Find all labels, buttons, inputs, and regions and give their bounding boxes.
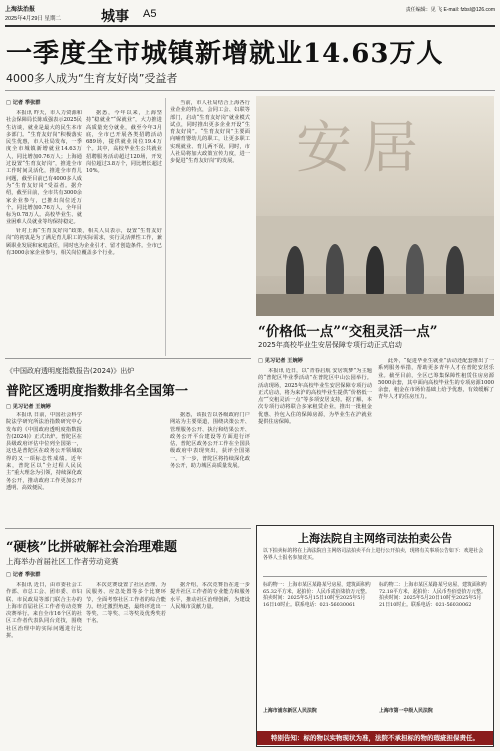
story2-col-1-text: 本报讯 日前，中国社会科学院法学研究所法治指数研究中心发布的《中国政府透明度指数报告(2024)》正式出炉。普陀区在县级政府评估中位列全国第一，这也是普陀区在政务公开领域取得的又一项标志性成绩。近年来，普陀区以“全过程人民民主”重大理念为引领，持续深化政务公开，推动政府工作更加公开透明、高效便民。 <box>6 412 82 491</box>
story3-col-2-text: 此外，“促进毕业生就业”活动还配套推出了一系列服务举措，帮助更多青年人才在普陀安居乐业。截至目前，全区已筹集保障性租赁住房房源5000余套，其中面向高校毕业生的专项房源1000余套，租金在市场价基础上给予优惠，有效缓解了青年人才的住房压力。 <box>378 358 494 401</box>
story4-col-1 <box>6 582 82 747</box>
lead-col-1-text: 本报讯 昨天，市人力资源和社会保障局长陈成强表示2025民生访谈，就业是最大的民生本市多部门。“生育友好岗”积极落实民生优惠，市人社局发布，一季度全市城镇新增就业14.63万人，同比增加0.76万人；上海通过设置“生育友好岗”，推进全市工作时间灵活化，推进全市育儿问题，截至目前已有4000多人成为“生育友好岗”受益者。据介绍，截至目前，全市共有3000余家企业参与，已推出岗位近万个。同比增加0.76万人，全年目标为0.78万人。高校毕业生、就业困难人员就业等均保持稳定。 <box>6 110 82 226</box>
paper-name: 上海法治报 <box>5 7 36 13</box>
story4-col-2 <box>86 582 166 747</box>
auction-title: 上海法院自主网络司法拍卖公告 <box>298 532 452 545</box>
event-photo <box>256 96 494 316</box>
lead-col-2-text: 据悉，今年以来，上海坚持“稳就业”“保就业”，大力推进高质量充分就业，截至今年3月底，全市已开展各类招聘活动689场，提供就业岗位19.4万个。其中，高校毕业生公共就业招聘服务活动超过120场，开发岗位超过3.8万个，同比增长超过10%。 <box>86 110 162 175</box>
story4-subhead: 上海举办首届社区工作者劳动竞赛 <box>6 557 119 566</box>
lead-col-4 <box>170 100 250 355</box>
masthead-rule <box>5 25 495 27</box>
story3-col-1-text: 本报讯 近日，以“青春启航 安居筑梦”为主题的“普陀区毕业季活动”在普陀区中山公园举行。活动现场，2025年高校毕业生安居保障专项行动正式启动，将为来沪的高校毕业生提供“价格低一点”“交租灵活一点”等多项安居支持。据了解，本次专项行动将联合多家租赁企业，推出一批租金优惠、拎包入住的保障房源，为毕业生在沪就业提供住房保障。 <box>258 368 372 426</box>
story4-col-2-text: 本次竞赛设置了社区治理、为民服务、应急处置等多个比赛环节，全面考察社区工作者的综合能力。经过激烈角逐，最终评选出一等奖、二等奖、三等奖及优秀奖若干名。 <box>86 582 166 625</box>
story4-byline: □ 记者 季张群 <box>6 572 41 578</box>
person-figure <box>286 246 304 296</box>
section-name: 城事 <box>101 8 129 24</box>
auction-court-1: 上海市浦东新区人民法院 <box>263 708 317 714</box>
story2-kicker: 《中国政府透明度指数报告(2024)》出炉 <box>6 367 135 375</box>
person-figure <box>446 246 464 296</box>
auction-notice <box>256 525 494 747</box>
story2-byline: □ 见习记者 王婉婷 <box>6 404 51 410</box>
lead-divider <box>165 98 166 356</box>
photo-caption-title: “价格低一点”“交租灵活一点” <box>258 324 438 340</box>
lead-headline: 一季度全市城镇新增就业14.63万人 <box>6 39 444 69</box>
calligraphy-text: 安居 <box>296 116 428 181</box>
lead-rule <box>5 90 495 91</box>
story2-col-1 <box>6 412 82 522</box>
lead-byline: □ 记者 季张群 <box>6 100 41 106</box>
story3-byline: □ 见习记者 王婉婷 <box>258 358 303 364</box>
photo-caption-sub: 2025年高校毕业生安居保障专项行动正式启动 <box>258 341 402 349</box>
auction-lot-2: 标的物二：上海市某区某路某号房屋，建筑面积约72.18平方米，起拍价：人民币叁佰壹拾万元整。拍卖时间：2025年5月20日10时至2025年5月21日10时止。联系电话：021-56030062 <box>379 582 487 609</box>
story2-headline: 普陀区透明度指数排名全国第一 <box>6 384 189 399</box>
auction-intro: 以下拍卖标的将在上海法院自主网络司法拍卖平台上进行公开拍卖，现将有关事项公告如下：欢迎社会各界人士报名参加竞买。 <box>263 548 484 561</box>
person-figure <box>406 244 424 296</box>
story4-col-1-text: 本报讯 近日，由市委社会工作部、市总工会、团市委、市妇联、市民政局等部门联合主办的上海市首届社区工作者劳动竞赛决赛举行。来自全市16个区的社区工作者代表队同台竞技，围绕社区治理中的实际问题进行比拼。 <box>6 582 82 640</box>
story4-col-3-text: 据介绍，本次竞赛旨在进一步提升社区工作者的专业能力和服务水平，推动社区治理创新，为建设人民城市贡献力量。 <box>170 582 250 610</box>
person-figure <box>366 246 384 296</box>
auction-divider <box>263 576 487 577</box>
lead-col-3 <box>6 228 162 352</box>
auction-lot-1: 标的物一：上海市某区某路某号房屋，建筑面积约65.32平方米，起拍价：人民币贰佰柒拾万元整。拍卖时间：2025年5月15日10时至2025年5月16日10时止。联系电话：021-56030061 <box>263 582 371 609</box>
story3-col-1 <box>258 368 372 518</box>
auction-court-2: 上海市第一中级人民法院 <box>379 708 433 714</box>
issue-date: 2025年4月29日 星期二 <box>5 16 61 22</box>
story2-col-2-text: 据悉，该报告以各级政府门户网站为主要渠道，围绕决策公开、管理服务公开、执行和结果公开、政务公开平台建设等方面进行评估，普陀区政务公开工作在全国县级政府中表现突出，获评全国第一。下一步，普陀区将持续深化政务公开，助力城区高质量发展。 <box>170 412 250 470</box>
editor-line: 责任编辑：见 飞 E-mail: fzbsl@126.com <box>405 7 495 13</box>
lead-col-4-text: 当前，市人社局结合上海各行业企业的特点，会同工会、妇联等部门，启动“生育友好岗”就业模式试点，同时推出更多企业开设“生育友好岗”。“生育友好岗”主要面向哺育婴幼儿的职工，让更多职工实现就业、育儿两不误。同时，市人社局将加大政策宣传力度，进一步促进“生育友好岗”的发展。 <box>170 100 250 165</box>
story3-col-2 <box>378 358 494 518</box>
story2-col-2 <box>170 412 250 522</box>
lead-subhead: 4000多人成为“生育友好岗”受益者 <box>6 72 178 85</box>
story2-rule <box>5 358 251 359</box>
story4-rule <box>5 528 251 529</box>
page-number: A5 <box>143 8 157 20</box>
person-figure <box>326 244 344 296</box>
stage-floor <box>256 294 494 316</box>
story4-col-3 <box>170 582 250 747</box>
story4-headline: “硬核”比拼破解社会治理难题 <box>6 540 177 555</box>
lead-col-3-text: 针对上海“生育友好岗”政策，相关人员表示，设置“生育友好岗”的初衷是为了满足育儿职工的实际需求，实行灵活弹性工作，兼顾职业发展和家庭责任，同时也为企业引才、留才创造条件。全市已有3000余家企业参与，相关岗位覆盖多个行业。 <box>6 228 162 256</box>
auction-footer: 特别告知：标的物以实物现状为准，法院不承担标的物的瑕疵担保责任。 <box>257 731 493 745</box>
